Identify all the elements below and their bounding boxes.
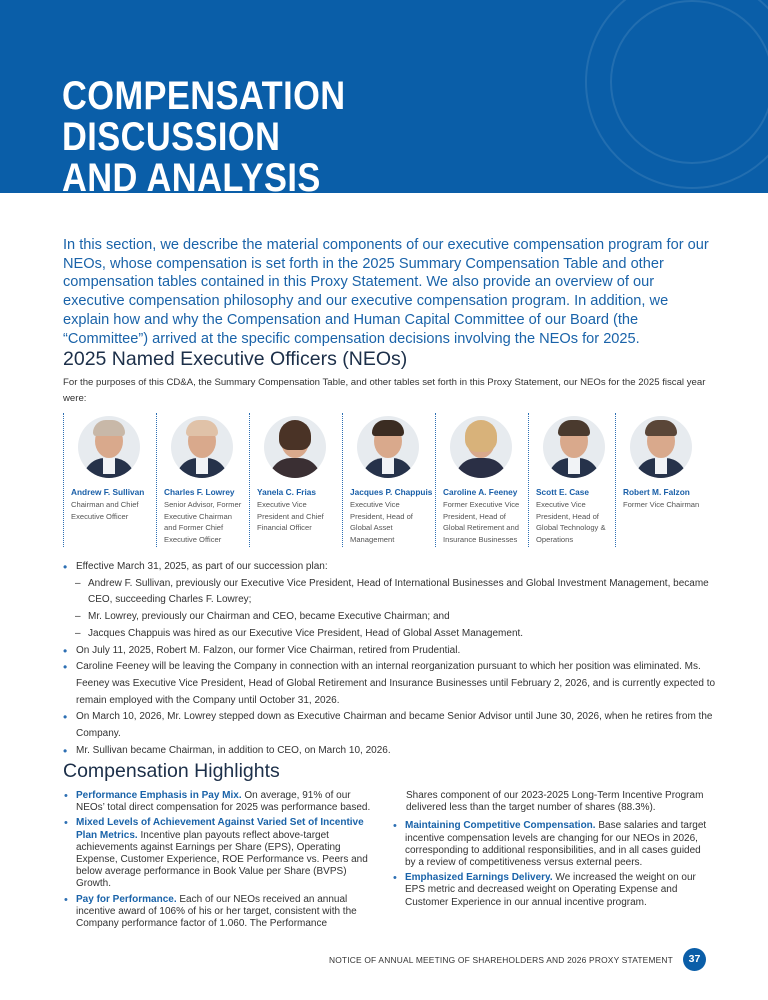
title-line-1: COMPENSATION	[62, 74, 346, 118]
succession-item: • On July 11, 2025, Robert M. Falzon, our former Vice Chairman, retired from Prudential.	[63, 643, 723, 660]
officer-photo	[630, 416, 692, 478]
succession-item: • Caroline Feeney will be leaving the Company in connection with an internal reorganization pursuant to which her position was eliminated. Ms. Feeney was Executive Vice President, Head of Global Retirement and Insurance Businesses until February 2, 2026, and is currently expected to remain employed with the Company until October 31, 2026.	[63, 659, 723, 709]
succession-list	[63, 559, 723, 759]
highlight-lead: Mixed Levels of Achievement Against Varied Set of Incentive Plan Metrics.	[76, 817, 364, 841]
officer-photo	[171, 416, 233, 478]
officer-title: Senior Advisor, Former Executive Chairman and Former Chief Executive Officer	[164, 500, 242, 545]
header-banner	[0, 0, 768, 193]
officer-name: Charles F. Lowrey	[164, 487, 235, 497]
succession-item: • Mr. Sullivan became Chairman, in addition to CEO, on March 10, 2026.	[63, 743, 723, 760]
officer-name: Jacques P. Chappuis	[350, 487, 433, 497]
officer-card-case	[528, 413, 617, 547]
seal-watermark-inner	[610, 0, 768, 164]
highlight-lead: Performance Emphasis in Pay Mix.	[76, 790, 242, 801]
highlight-text: Incentive plan payouts reflect above-target achievements against Earnings per Share (EPS), Operating Expense, Customer Experience, ROE Performance vs. Peers and below average performance in Book Value per Share (BVPS) Growth.	[76, 829, 368, 890]
highlight-text: Base salaries and target incentive compensation levels are changing for our NEOs in 2026, corresponding to additional responsibilities, and in all cases guided by a review of competitiveness versus external peers.	[405, 820, 707, 869]
officer-card-sullivan	[63, 413, 152, 547]
succession-item: • On March 10, 2026, Mr. Lowrey stepped down as Executive Chairman and became Senior Advisor until June 30, 2026, when he retires from the Company.	[63, 709, 723, 742]
highlight-item	[63, 817, 379, 890]
title-line-2: DISCUSSION	[62, 115, 281, 159]
officer-title: Former Executive Vice President, Head of Global Retirement and Insurance Businesses	[443, 500, 520, 545]
officer-title: Chairman and Chief Executive Officer	[71, 500, 139, 521]
officer-card-chappuis	[342, 413, 431, 547]
highlight-item	[392, 872, 712, 909]
officer-name: Scott E. Case	[536, 487, 590, 497]
highlights-heading: Compensation Highlights	[63, 760, 280, 782]
officer-name: Caroline A. Feeney	[443, 487, 518, 497]
officer-name: Yanela C. Frias	[257, 487, 317, 497]
officer-card-frias	[249, 413, 338, 547]
highlight-text: We increased the weight on our EPS metric and decreased weight on Operating Expense and Customer Experience in our annual incentive program.	[405, 872, 696, 908]
officer-photo	[450, 416, 512, 478]
page-title	[62, 76, 346, 193]
officer-title: Executive Vice President, Head of Global Technology & Operations	[536, 500, 606, 545]
succession-subitem: – Jacques Chappuis was hired as our Executive Vice President, Head of Global Asset Management.	[63, 626, 723, 643]
highlight-lead: Maintaining Competitive Compensation.	[405, 820, 596, 832]
highlights-right-column	[392, 790, 712, 912]
officer-title: Executive Vice President, Head of Global Asset Management	[350, 500, 413, 545]
highlight-text: Each of our NEOs received an annual incentive award of 106% of his or her target, consistent with the Company performance factor of 1.060. The Performance	[76, 893, 357, 930]
officer-name: Robert M. Falzon	[623, 487, 690, 497]
highlight-text: Shares component of our 2023-2025 Long-Term Incentive Program delivered less than the target number of shares (88.3%).	[406, 790, 704, 814]
title-line-3: AND ANALYSIS	[62, 156, 321, 193]
highlight-continuation	[392, 790, 712, 814]
neo-heading: 2025 Named Executive Officers (NEOs)	[63, 348, 408, 370]
officer-photo	[264, 416, 326, 478]
highlight-text: On average, 91% of our NEOs’ total direct compensation for 2025 was performance based.	[76, 790, 371, 814]
officer-title: Executive Vice President and Chief Financial Officer	[257, 500, 324, 533]
officer-card-feeney	[435, 413, 524, 547]
highlight-lead: Emphasized Earnings Delivery.	[405, 872, 553, 884]
officer-photo	[543, 416, 605, 478]
officer-list	[63, 413, 713, 553]
officer-card-falzon	[615, 413, 704, 547]
succession-subitem: – Mr. Lowrey, previously our Chairman and CEO, became Executive Chairman; and	[63, 609, 723, 626]
officer-name: Andrew F. Sullivan	[71, 487, 145, 497]
succession-item: • Effective March 31, 2025, as part of our succession plan:	[63, 559, 723, 576]
officer-title: Former Vice Chairman	[623, 500, 700, 509]
highlight-lead: Pay for Performance.	[76, 893, 177, 905]
officer-card-lowrey	[156, 413, 245, 547]
page-number: 37	[683, 948, 706, 971]
highlight-item	[63, 790, 379, 814]
highlight-item	[392, 820, 712, 869]
footer-text: NOTICE OF ANNUAL MEETING OF SHAREHOLDERS AND 2026 PROXY STATEMENT	[328, 955, 673, 965]
neo-intro-text: For the purposes of this CD&A, the Summary Compensation Table, and other tables set forth in this Proxy Statement, our NEOs for the 2025 fiscal year were:	[63, 377, 706, 404]
succession-subitem: – Andrew F. Sullivan, previously our Executive Vice President, Head of International Businesses and Global Investment Management, became CEO, succeeding Charles F. Lowrey;	[63, 576, 723, 609]
intro-paragraph: In this section, we describe the material components of our executive compensation program for our NEOs, whose compensation is set forth in the 2025 Summary Compensation Table and other compensation tables contained in this Proxy Statement. We also provide an overview of our executive compensation philosophy and our executive compensation program. In addition, we explain how and why the Compensation and Human Capital Committee of our Board (the “Committee”) arrived at the specific compensation decisions involving the NEOs for 2025.	[63, 237, 709, 347]
officer-photo	[78, 416, 140, 478]
highlights-left-column	[63, 790, 379, 933]
highlight-item	[63, 894, 379, 931]
officer-photo	[357, 416, 419, 478]
